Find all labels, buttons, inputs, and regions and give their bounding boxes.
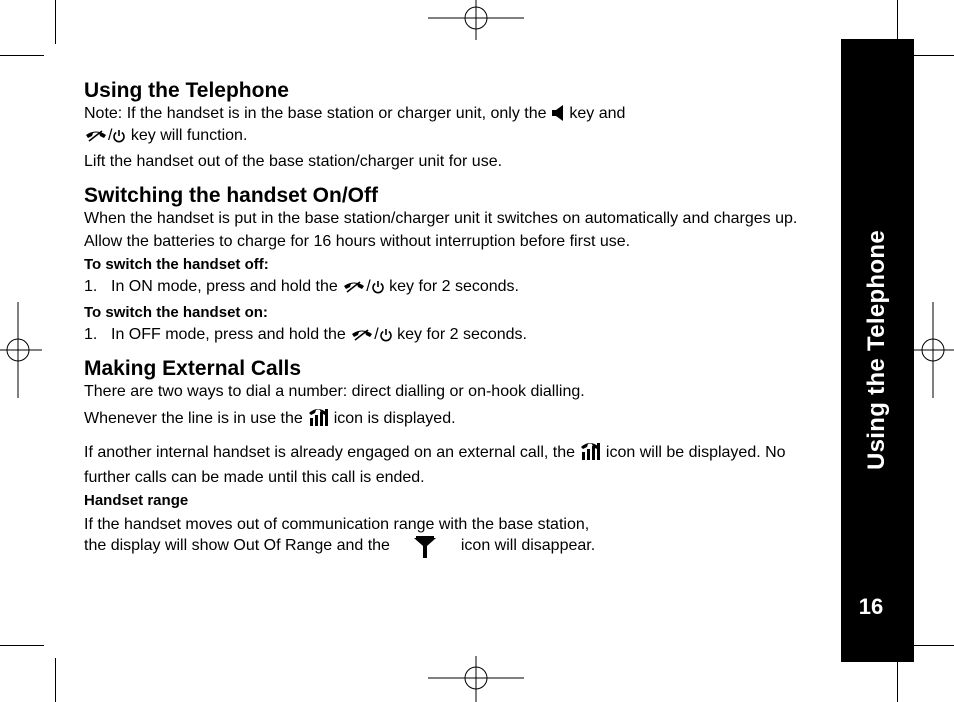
handset-range-heading: Handset range [84,492,189,509]
crop-mark [0,55,44,56]
page-number: 16 [858,594,884,619]
speaker-icon [551,105,565,126]
side-tab-title: Using the Telephone [863,230,890,470]
end-call-icon [342,280,366,299]
range-line-1: If the handset moves out of communication range with the base station, [84,516,590,533]
line-in-use-prefix: Whenever the line is in use the [84,410,303,427]
range-prefix: the display will show Out Of Range and the [84,537,390,554]
note-suffix: key will function. [130,127,248,144]
range-suffix: icon will disappear. [460,537,596,554]
heading-using-the-telephone: Using the Telephone [84,79,289,102]
switch-off-heading: To switch the handset off: [84,256,269,273]
registration-mark-bottom [428,656,524,702]
antenna-icon [412,534,438,563]
line-in-use-icon [579,438,601,467]
registration-mark-right [910,302,954,398]
range-line-2 [84,534,824,563]
switch-on-suffix: key for 2 seconds. [397,326,527,343]
switch-off-suffix: key for 2 seconds. [389,278,519,295]
switching-paragraph-1: When the handset is put in the base station/charger unit it switches on automatically and charges up. [84,210,798,227]
crop-mark [55,0,56,44]
registration-mark-left [0,302,42,398]
power-icon [379,328,393,347]
line-in-use-suffix: icon is displayed. [333,410,456,427]
crop-mark [897,0,898,44]
heading-making-external-calls: Making External Calls [84,357,302,380]
crop-mark [55,658,56,702]
engaged-prefix: If another internal handset is already engaged on an external call, the [84,444,575,461]
registration-mark-top [428,0,524,40]
line-in-use-icon [307,404,329,431]
power-icon [112,129,126,148]
step-number: 1. [84,278,98,295]
crop-mark [897,658,898,702]
lift-paragraph: Lift the handset out of the base station/charger unit for use. [84,153,503,170]
end-call-icon [84,129,108,148]
end-call-icon [350,328,374,347]
heading-switching: Switching the handset On/Off [84,184,378,207]
switching-paragraph-2: Allow the batteries to charge for 16 hours without interruption before first use. [84,233,631,250]
note-prefix: Note: If the handset is in the base station or charger unit, only the [84,105,547,122]
external-paragraph-2 [84,404,824,431]
switch-on-step: 1. In OFF mode, press and hold the / key for 2 seconds. [84,325,824,347]
crop-mark [910,55,954,56]
main-content [84,78,824,563]
engaged-suffix: icon will be displayed. No further calls can be made until this call is ended. [84,444,786,486]
switch-on-heading: To switch the handset on: [84,304,268,321]
switch-off-step: 1. In ON mode, press and hold the / key for 2 seconds. [84,277,824,299]
crop-mark [0,645,44,646]
note-mid: key and [569,105,626,122]
power-icon [371,280,385,299]
note-paragraph: Note: If the handset is in the base station or charger unit, only the key and / key will function. [84,104,824,148]
external-paragraph-1: There are two ways to dial a number: direct dialling or on-hook dialling. [84,383,585,400]
switch-on-prefix: In OFF mode, press and hold the [111,326,346,343]
external-paragraph-3 [84,438,824,489]
step-number: 1. [84,326,98,343]
switch-off-prefix: In ON mode, press and hold the [111,278,338,295]
crop-mark [910,645,954,646]
